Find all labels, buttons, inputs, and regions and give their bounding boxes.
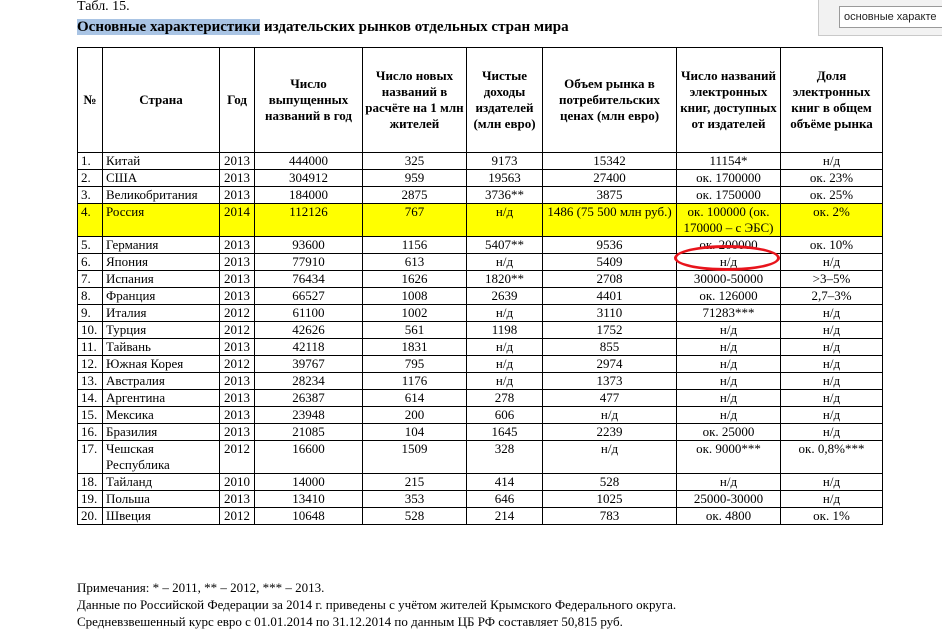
cell-market-volume: 1025 — [543, 491, 677, 508]
cell-titles: 112126 — [255, 204, 363, 237]
cell-ebook-titles: ок. 25000 — [677, 424, 781, 441]
cell-ebook-titles: 71283*** — [677, 305, 781, 322]
cell-year: 2010 — [220, 474, 255, 491]
cell-market-volume: 3875 — [543, 187, 677, 204]
cell-ebook-share: ок. 2% — [781, 204, 883, 237]
cell-ebook-titles: н/д — [677, 373, 781, 390]
cell-market-volume: 9536 — [543, 237, 677, 254]
cell-net-revenue: 606 — [467, 407, 543, 424]
cell-titles: 26387 — [255, 390, 363, 407]
cell-num: 14. — [78, 390, 103, 407]
cell-num: 13. — [78, 373, 103, 390]
cell-titles-per-million: 1176 — [363, 373, 467, 390]
cell-country: Испания — [103, 271, 220, 288]
cell-titles-per-million: 2875 — [363, 187, 467, 204]
cell-ebook-titles: н/д — [677, 356, 781, 373]
cell-country: Чешская Республика — [103, 441, 220, 474]
cell-titles: 28234 — [255, 373, 363, 390]
table-row — [78, 153, 883, 170]
cell-titles-per-million: 215 — [363, 474, 467, 491]
cell-titles-per-million: 959 — [363, 170, 467, 187]
table-row — [78, 508, 883, 525]
cell-net-revenue: 1820** — [467, 271, 543, 288]
cell-titles-per-million: 613 — [363, 254, 467, 271]
cell-net-revenue: 19563 — [467, 170, 543, 187]
cell-ebook-titles: н/д — [677, 339, 781, 356]
search-input[interactable] — [839, 6, 942, 28]
cell-titles-per-million: 614 — [363, 390, 467, 407]
cell-titles: 10648 — [255, 508, 363, 525]
cell-num: 15. — [78, 407, 103, 424]
cell-year: 2013 — [220, 271, 255, 288]
header-num: № — [78, 48, 103, 153]
cell-year: 2013 — [220, 237, 255, 254]
cell-num: 19. — [78, 491, 103, 508]
cell-ebook-titles: ок. 1700000 — [677, 170, 781, 187]
cell-num: 17. — [78, 441, 103, 474]
cell-ebook-titles: ок. 4800 — [677, 508, 781, 525]
cell-ebook-share: н/д — [781, 153, 883, 170]
cell-ebook-titles: н/д — [677, 254, 781, 271]
cell-net-revenue: н/д — [467, 356, 543, 373]
cell-net-revenue: н/д — [467, 373, 543, 390]
cell-net-revenue: 5407** — [467, 237, 543, 254]
table-row — [78, 339, 883, 356]
table-row — [78, 204, 883, 237]
cell-country: Аргентина — [103, 390, 220, 407]
cell-country: Бразилия — [103, 424, 220, 441]
cell-net-revenue: 414 — [467, 474, 543, 491]
table-row — [78, 305, 883, 322]
cell-titles: 21085 — [255, 424, 363, 441]
cell-ebook-titles: 25000-30000 — [677, 491, 781, 508]
cell-country: Швеция — [103, 508, 220, 525]
cell-market-volume: 4401 — [543, 288, 677, 305]
cell-titles-per-million: 1831 — [363, 339, 467, 356]
cell-country: Китай — [103, 153, 220, 170]
cell-market-volume: 783 — [543, 508, 677, 525]
page-title — [77, 18, 569, 36]
cell-year: 2012 — [220, 356, 255, 373]
cell-market-volume: 1486 (75 500 млн руб.) — [543, 204, 677, 237]
cell-year: 2013 — [220, 170, 255, 187]
cell-country: Австралия — [103, 373, 220, 390]
title-rest: издательских рынков отдельных стран мира — [260, 19, 569, 35]
cell-ebook-share: н/д — [781, 390, 883, 407]
cell-market-volume: 1373 — [543, 373, 677, 390]
note-line: Примечания: * – 2011, ** – 2012, *** – 2013. — [77, 580, 325, 595]
cell-market-volume: 477 — [543, 390, 677, 407]
cell-num: 3. — [78, 187, 103, 204]
cell-titles: 39767 — [255, 356, 363, 373]
cell-num: 16. — [78, 424, 103, 441]
table-row — [78, 441, 883, 474]
cell-ebook-share: н/д — [781, 305, 883, 322]
cell-titles-per-million: 528 — [363, 508, 467, 525]
table-row — [78, 288, 883, 305]
table-row — [78, 491, 883, 508]
cell-titles: 16600 — [255, 441, 363, 474]
cell-titles-per-million: 795 — [363, 356, 467, 373]
cell-titles-per-million: 1002 — [363, 305, 467, 322]
cell-titles-per-million: 767 — [363, 204, 467, 237]
cell-country: Польша — [103, 491, 220, 508]
table-row — [78, 474, 883, 491]
cell-ebook-share: 2,7–3% — [781, 288, 883, 305]
cell-country: Италия — [103, 305, 220, 322]
cell-market-volume: 2708 — [543, 271, 677, 288]
cell-ebook-share: ок. 1% — [781, 508, 883, 525]
cell-market-volume: 2974 — [543, 356, 677, 373]
cell-titles: 42626 — [255, 322, 363, 339]
cell-ebook-share: >3–5% — [781, 271, 883, 288]
cell-year: 2013 — [220, 424, 255, 441]
search-highlight: Основные характеристики — [77, 19, 261, 35]
header-year: Год — [220, 48, 255, 153]
cell-titles: 444000 — [255, 153, 363, 170]
cell-ebook-share: н/д — [781, 424, 883, 441]
cell-market-volume: 5409 — [543, 254, 677, 271]
header-titles-per-million: Число новых названий в расчёте на 1 млн жителей — [363, 48, 467, 153]
cell-net-revenue: н/д — [467, 254, 543, 271]
cell-titles-per-million: 561 — [363, 322, 467, 339]
table-row — [78, 373, 883, 390]
table-notes — [77, 579, 676, 630]
cell-num: 10. — [78, 322, 103, 339]
cell-market-volume: 855 — [543, 339, 677, 356]
cell-year: 2013 — [220, 407, 255, 424]
cell-net-revenue: 328 — [467, 441, 543, 474]
cell-ebook-titles: 11154* — [677, 153, 781, 170]
cell-country: Великобритания — [103, 187, 220, 204]
cell-ebook-titles: ок. 200000 — [677, 237, 781, 254]
cell-ebook-titles: н/д — [677, 474, 781, 491]
cell-year: 2013 — [220, 491, 255, 508]
cell-ebook-titles: н/д — [677, 322, 781, 339]
find-bar — [818, 0, 942, 36]
table-row — [78, 390, 883, 407]
note-line: Данные по Российской Федерации за 2014 г. приведены с учётом жителей Крымского Федерального округа. — [77, 597, 677, 612]
cell-country: Германия — [103, 237, 220, 254]
cell-ebook-titles: ок. 1750000 — [677, 187, 781, 204]
cell-titles: 93600 — [255, 237, 363, 254]
cell-titles-per-million: 353 — [363, 491, 467, 508]
cell-year: 2013 — [220, 254, 255, 271]
cell-titles: 61100 — [255, 305, 363, 322]
table-row — [78, 271, 883, 288]
cell-year: 2013 — [220, 373, 255, 390]
cell-ebook-share: н/д — [781, 254, 883, 271]
cell-country: Южная Корея — [103, 356, 220, 373]
cell-country: Япония — [103, 254, 220, 271]
table-row — [78, 170, 883, 187]
cell-year: 2012 — [220, 305, 255, 322]
table-row — [78, 254, 883, 271]
cell-country: Турция — [103, 322, 220, 339]
cell-year: 2013 — [220, 288, 255, 305]
cell-net-revenue: н/д — [467, 305, 543, 322]
cell-ebook-share: н/д — [781, 474, 883, 491]
cell-titles: 77910 — [255, 254, 363, 271]
table-row — [78, 407, 883, 424]
cell-ebook-share: н/д — [781, 339, 883, 356]
publishing-markets-table — [77, 47, 883, 525]
cell-titles-per-million: 1008 — [363, 288, 467, 305]
cell-net-revenue: 278 — [467, 390, 543, 407]
cell-market-volume: н/д — [543, 441, 677, 474]
cell-net-revenue: 9173 — [467, 153, 543, 170]
cell-num: 7. — [78, 271, 103, 288]
header-ebook-share: Доля электронных книг в общем объёме рынка — [781, 48, 883, 153]
cell-num: 9. — [78, 305, 103, 322]
header-ebook-titles: Число названий электронных книг, доступных от издателей — [677, 48, 781, 153]
cell-country: Мексика — [103, 407, 220, 424]
cell-titles: 304912 — [255, 170, 363, 187]
cell-titles: 14000 — [255, 474, 363, 491]
cell-ebook-share: н/д — [781, 356, 883, 373]
cell-ebook-titles: н/д — [677, 407, 781, 424]
cell-net-revenue: 1645 — [467, 424, 543, 441]
cell-ebook-titles: 30000-50000 — [677, 271, 781, 288]
cell-market-volume: 528 — [543, 474, 677, 491]
cell-net-revenue: 1198 — [467, 322, 543, 339]
cell-ebook-share: н/д — [781, 322, 883, 339]
cell-net-revenue: 3736** — [467, 187, 543, 204]
cell-net-revenue: 646 — [467, 491, 543, 508]
cell-num: 12. — [78, 356, 103, 373]
cell-titles: 66527 — [255, 288, 363, 305]
cell-market-volume: 1752 — [543, 322, 677, 339]
table-header-row — [78, 48, 883, 153]
cell-ebook-share: н/д — [781, 407, 883, 424]
cell-country: Тайланд — [103, 474, 220, 491]
cell-market-volume: 15342 — [543, 153, 677, 170]
cell-titles: 42118 — [255, 339, 363, 356]
cell-num: 2. — [78, 170, 103, 187]
cell-titles-per-million: 1156 — [363, 237, 467, 254]
table-row — [78, 424, 883, 441]
cell-year: 2012 — [220, 441, 255, 474]
cell-num: 5. — [78, 237, 103, 254]
cell-ebook-titles: ок. 126000 — [677, 288, 781, 305]
cell-titles-per-million: 1626 — [363, 271, 467, 288]
table-row — [78, 322, 883, 339]
table-row — [78, 356, 883, 373]
cell-num: 6. — [78, 254, 103, 271]
cell-ebook-titles: н/д — [677, 390, 781, 407]
cell-titles-per-million: 200 — [363, 407, 467, 424]
cell-num: 1. — [78, 153, 103, 170]
cell-net-revenue: н/д — [467, 339, 543, 356]
cell-country: Тайвань — [103, 339, 220, 356]
cell-net-revenue: н/д — [467, 204, 543, 237]
cell-market-volume: 3110 — [543, 305, 677, 322]
cell-num: 4. — [78, 204, 103, 237]
note-line: Средневзвешенный курс евро с 01.01.2014 по 31.12.2014 по данным ЦБ РФ составляет 50,815 руб. — [77, 614, 623, 629]
cell-num: 20. — [78, 508, 103, 525]
cell-titles-per-million: 325 — [363, 153, 467, 170]
cell-titles: 13410 — [255, 491, 363, 508]
cell-year: 2012 — [220, 322, 255, 339]
cell-titles: 23948 — [255, 407, 363, 424]
table-row — [78, 187, 883, 204]
cell-ebook-share: ок. 10% — [781, 237, 883, 254]
cell-year: 2013 — [220, 187, 255, 204]
cell-net-revenue: 214 — [467, 508, 543, 525]
cell-market-volume: 27400 — [543, 170, 677, 187]
cell-ebook-share: ок. 23% — [781, 170, 883, 187]
cell-year: 2014 — [220, 204, 255, 237]
cell-year: 2013 — [220, 153, 255, 170]
cell-num: 8. — [78, 288, 103, 305]
cell-country: Россия — [103, 204, 220, 237]
cell-market-volume: 2239 — [543, 424, 677, 441]
header-country: Страна — [103, 48, 220, 153]
cell-num: 18. — [78, 474, 103, 491]
cell-titles: 184000 — [255, 187, 363, 204]
cell-year: 2012 — [220, 508, 255, 525]
cell-titles-per-million: 1509 — [363, 441, 467, 474]
cell-country: Франция — [103, 288, 220, 305]
cell-market-volume: н/д — [543, 407, 677, 424]
cell-ebook-share: н/д — [781, 491, 883, 508]
cell-year: 2013 — [220, 339, 255, 356]
header-titles: Число выпущенных названий в год — [255, 48, 363, 153]
cell-ebook-titles: ок. 9000*** — [677, 441, 781, 474]
table-row — [78, 237, 883, 254]
cell-ebook-share: ок. 0,8%*** — [781, 441, 883, 474]
cell-titles: 76434 — [255, 271, 363, 288]
cell-ebook-titles: ок. 100000 (ок. 170000 – с ЭБС) — [677, 204, 781, 237]
cell-net-revenue: 2639 — [467, 288, 543, 305]
cell-titles-per-million: 104 — [363, 424, 467, 441]
cell-year: 2013 — [220, 390, 255, 407]
cell-ebook-share: ок. 25% — [781, 187, 883, 204]
header-market-volume: Объем рынка в потребительских ценах (млн евро) — [543, 48, 677, 153]
cell-country: США — [103, 170, 220, 187]
header-net-revenue: Чистые доходы издателей (млн евро) — [467, 48, 543, 153]
cell-ebook-share: н/д — [781, 373, 883, 390]
cell-num: 11. — [78, 339, 103, 356]
table-caption: Табл. 15. — [77, 0, 130, 14]
